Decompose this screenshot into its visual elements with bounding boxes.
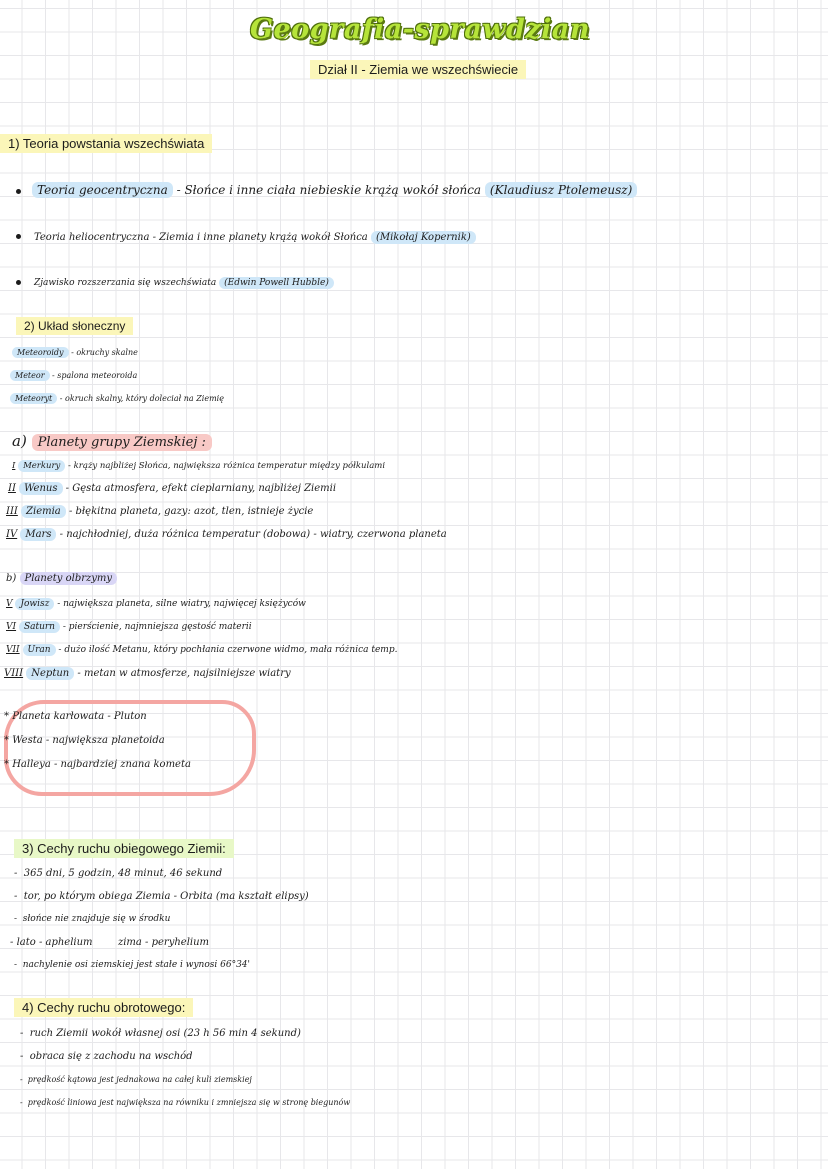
asterisk-icon: * [4, 759, 9, 770]
list-item-text: ruch Ziemii wokół własnej osi (23 h 56 min 4 sekund) [29, 1028, 301, 1039]
item-note: (Klaudiusz Ptolemeusz) [485, 182, 637, 198]
section1-item [32, 183, 637, 197]
planet-row [8, 483, 336, 495]
planet-name: Merkury [18, 460, 65, 472]
planet-name: Uran [23, 644, 56, 656]
definition-text: - spalona meteoroida [49, 371, 138, 380]
list-item: - nachylenie osi ziemskiej jest stałe i wynosi 66°34' [14, 960, 250, 970]
planet-name: Neptun [26, 667, 74, 680]
planet-name: Mars [20, 528, 56, 541]
definition [10, 371, 137, 381]
list-item-text: tor, po którym obiega Ziemia - Orbita (ma kształt elipsy) [23, 891, 309, 902]
item-text: - Ziemia i inne planety krążą wokół Słońca [149, 232, 368, 243]
list-item: - ruch Ziemii wokół własnej osi (23 h 56 min 4 sekund) [20, 1028, 301, 1039]
list-item: - 365 dni, 5 godzin, 48 minut, 46 sekund [14, 868, 223, 879]
subsection-b-heading: Planety olbrzymy [20, 572, 118, 585]
definition [12, 348, 138, 358]
planet-row [6, 599, 306, 610]
section1-item [34, 232, 476, 244]
list-item-text: nachylenie osi ziemskiej jest stałe i wynosi 66°34' [22, 960, 250, 970]
item-note: (Edwin Powell Hubble) [219, 277, 334, 289]
planet-name: Jowisz [15, 598, 54, 610]
list-item: - obraca się z zachodu na wschód [20, 1051, 193, 1062]
planet-text: - Gęsta atmosfera, efekt cieplarniany, najbliżej Ziemii [62, 483, 337, 494]
page-subtitle: Dział II - Ziemia we wszechświecie [310, 60, 526, 79]
item-term: Teoria heliocentryczna [34, 232, 150, 243]
planet-name: Wenus [19, 482, 62, 495]
planet-number: III [6, 506, 18, 517]
subsection-a [12, 432, 212, 451]
planet-number: V [6, 599, 13, 609]
definition-term: Meteor [10, 370, 50, 381]
item-term: Teoria geocentryczna [32, 182, 173, 198]
subsection-b [6, 573, 117, 585]
extra-text: Halleya - najbardziej znana kometa [12, 759, 191, 770]
definition-text: - okruchy skalne [68, 348, 138, 357]
section3-heading: 3) Cechy ruchu obiegowego Ziemii: [14, 839, 234, 858]
extra-text: Planeta karłowata - Pluton [12, 711, 147, 722]
planet-row [6, 645, 397, 656]
definition [10, 394, 224, 404]
extra-item [4, 711, 147, 723]
extra-text: Westa - największa planetoida [12, 735, 165, 746]
planet-name: Saturn [19, 621, 60, 633]
list-item: - tor, po którym obiega Ziemia - Orbita (ma kształt elipsy) [14, 891, 309, 902]
extra-item [4, 735, 165, 747]
bullet-icon [16, 234, 21, 239]
list-item: - prędkość liniowa jest największa na równiku i zmniejsza się w stronę biegunów [20, 1098, 351, 1107]
asterisk-icon: * [4, 711, 9, 722]
planet-text: - najchłodniej, duża różnica temperatur (dobowa) - wiatry, czerwona planeta [56, 529, 447, 540]
planet-number: VIII [4, 668, 24, 679]
planet-text: - metan w atmosferze, najsilniejsze wiatry [74, 668, 291, 679]
planet-text: - dużo ilość Metanu, który pochłania czerwone widmo, mała różnica temp. [55, 645, 398, 655]
planet-row [6, 506, 313, 518]
definition-term: Meteoryt [10, 393, 57, 404]
planet-row [6, 622, 252, 633]
planet-text: - błękitna planeta, gazy: azot, tlen, istnieje życie [65, 506, 314, 517]
extra-item [4, 759, 191, 771]
subsection-a-prefix: a) [12, 432, 27, 450]
planet-number: IV [6, 529, 18, 540]
planet-row [12, 461, 385, 471]
planet-text: - pierścienie, najmniejsza gęstość materii [59, 622, 252, 632]
planet-row [6, 529, 447, 541]
list-item: - lato - aphelium zima - peryhelium [10, 937, 210, 948]
definition-text: - okruch skalny, który doleciał na Ziemię [57, 394, 224, 403]
page-title: Geografia-sprawdzian [250, 14, 591, 45]
list-item-text: prędkość kątowa jest jednakowa na całej kuli ziemskiej [27, 1075, 252, 1084]
planet-number: VII [6, 645, 20, 655]
list-item-text: lato - aphelium zima - peryhelium [16, 937, 210, 948]
planet-number: II [8, 483, 16, 494]
section2-heading: 2) Układ słoneczny [16, 317, 133, 335]
item-term: Zjawisko rozszerzania się wszechświata [34, 278, 217, 288]
bullet-icon [16, 189, 21, 194]
asterisk-icon: * [4, 735, 9, 746]
list-item-text: 365 dni, 5 godzin, 48 minut, 46 sekund [23, 868, 223, 879]
planet-text: - największa planeta, silne wiatry, najwięcej księżyców [54, 599, 306, 609]
item-note: (Mikołaj Kopernik) [371, 231, 476, 244]
planet-name: Ziemia [21, 505, 66, 518]
list-item-text: słońce nie znajduje się w środku [22, 914, 171, 924]
list-item: - prędkość kątowa jest jednakowa na całej kuli ziemskiej [20, 1075, 252, 1084]
list-item-text: obraca się z zachodu na wschód [29, 1051, 193, 1062]
subsection-b-prefix: b) [6, 573, 17, 584]
item-text: - Słońce i inne ciała niebieskie krążą wokół słońca [172, 183, 482, 197]
planet-row [4, 668, 291, 680]
planet-number: I [12, 461, 16, 471]
subsection-a-heading: Planety grupy Ziemskiej : [32, 434, 212, 451]
planet-text: - krąży najbliżej Słońca, największa różnica temperatur między półkulami [65, 461, 386, 471]
section1-heading: 1) Teoria powstania wszechświata [0, 134, 212, 153]
list-item-text: prędkość liniowa jest największa na równiku i zmniejsza się w stronę biegunów [27, 1098, 351, 1107]
bullet-icon [16, 280, 21, 285]
section1-item [34, 278, 334, 289]
section4-heading: 4) Cechy ruchu obrotowego: [14, 998, 193, 1017]
list-item: - słońce nie znajduje się w środku [14, 914, 171, 924]
planet-number: VI [6, 622, 17, 632]
definition-term: Meteoroidy [12, 347, 69, 358]
